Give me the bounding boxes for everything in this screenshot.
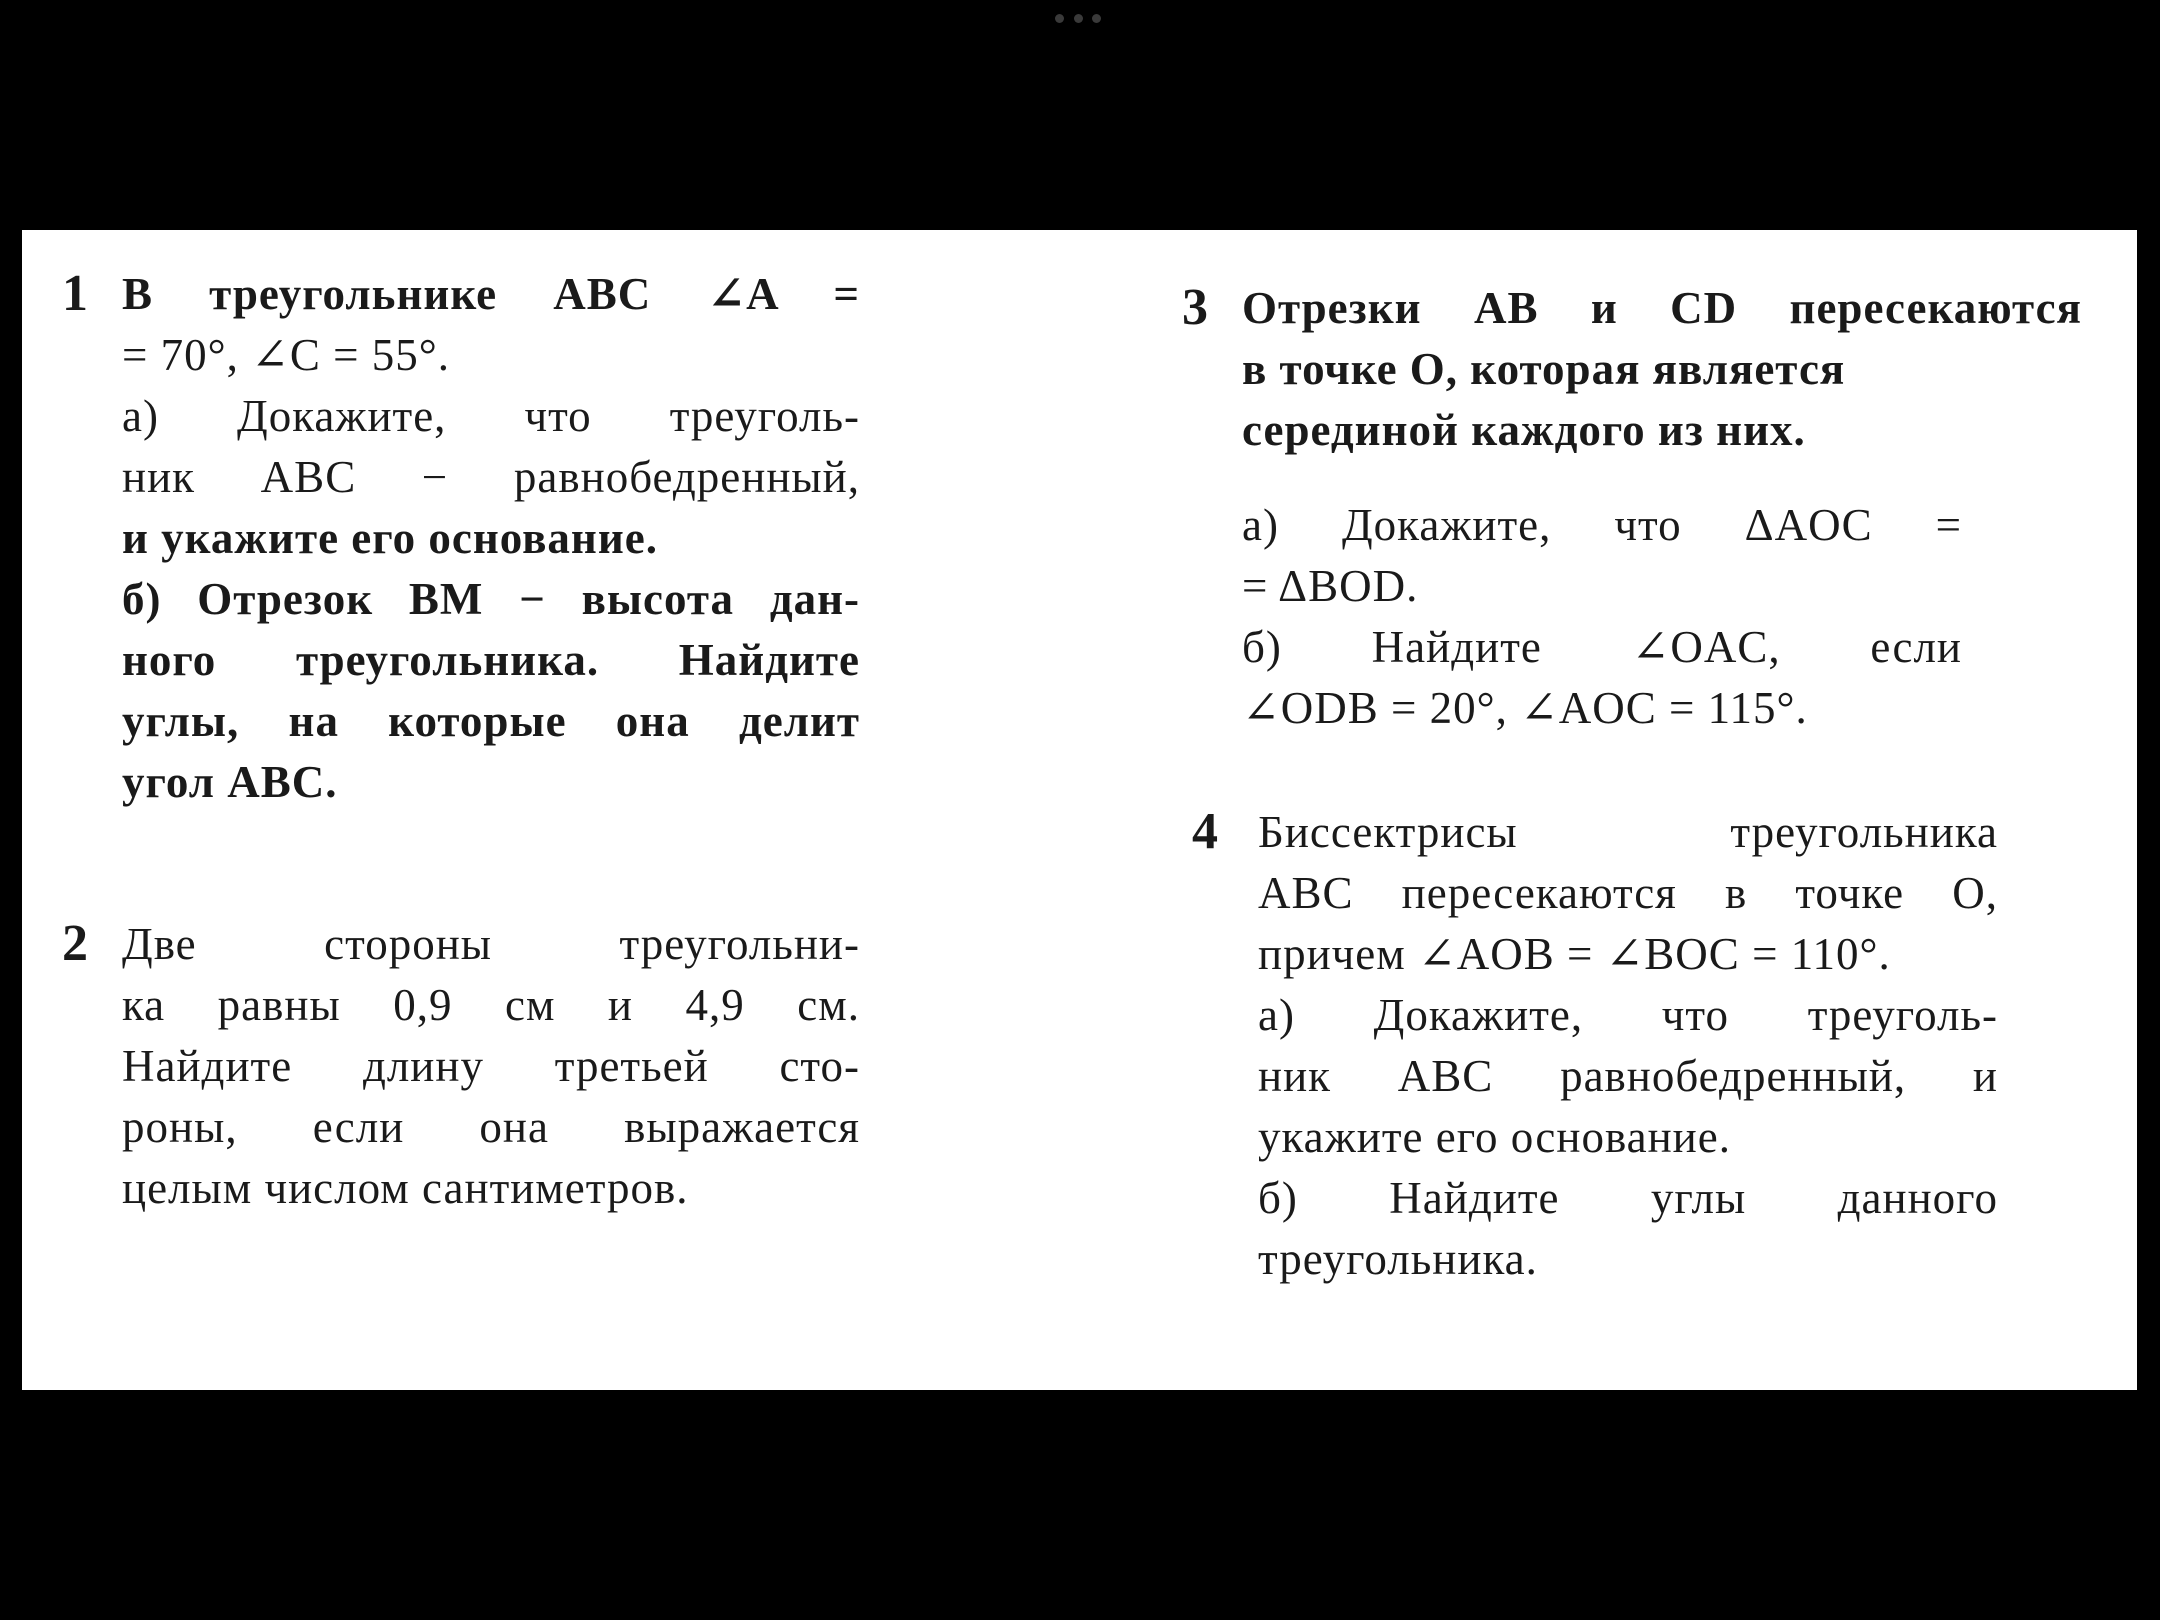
problem-text-line: = 70°, ∠C = 55°. xyxy=(122,330,450,380)
problem-text-line: углы, на которые она делит xyxy=(122,696,860,746)
problem-text-line: а) Докажите, что ΔAOC = xyxy=(1242,500,1962,550)
problem-text-line: = ΔBOD. xyxy=(1242,561,1419,611)
problem-text-line: причем ∠AOB = ∠BOC = 110°. xyxy=(1258,929,1891,979)
problem-text-line: ник ABC равнобедренный, и xyxy=(1258,1051,1998,1101)
problem-text-line: ∠ODB = 20°, ∠AOC = 115°. xyxy=(1242,683,1808,733)
problem-text-line: Биссектрисы треугольника xyxy=(1258,807,1998,857)
problem-text-line: б) Отрезок BM − высота дан- xyxy=(122,574,860,624)
problem-text-line: В треугольнике ABC ∠A = xyxy=(122,269,860,319)
problem-text-line: ка равны 0,9 см и 4,9 см. xyxy=(122,980,860,1030)
problem-text-line: угол ABC. xyxy=(122,757,338,807)
problem-text-line: целым числом сантиметров. xyxy=(122,1163,689,1213)
problem-text-line: Две стороны треугольни- xyxy=(122,919,860,969)
problem-text-line: а) Докажите, что треуголь- xyxy=(1258,990,1998,1040)
problem-text-line: ABC пересекаются в точке O, xyxy=(1258,868,1998,918)
problem-number: 1 xyxy=(62,265,88,322)
problem-text-line: ник ABC − равнобедренный, xyxy=(122,452,860,502)
window-dots-icon xyxy=(1055,12,1101,24)
problem-text-line: и укажите его основание. xyxy=(122,513,659,563)
problem-text-line: в точке O, которая является xyxy=(1242,344,1846,394)
problem-number: 4 xyxy=(1192,803,1218,860)
problem-number: 3 xyxy=(1182,279,1208,336)
problem-text-line: б) Найдите углы данного xyxy=(1258,1173,1998,1223)
problem-number: 2 xyxy=(62,915,88,972)
problem-text-line: Найдите длину третьей сто- xyxy=(122,1041,860,1091)
problem-text-line: а) Докажите, что треуголь- xyxy=(122,391,860,441)
problem-text-line: роны, если она выражается xyxy=(122,1102,860,1152)
worksheet-page xyxy=(22,230,2137,1390)
problem-text-line: б) Найдите ∠OAC, если xyxy=(1242,622,1962,672)
problem-text-line: Отрезки AB и CD пересекаются xyxy=(1242,283,2082,333)
problem-text-line: укажите его основание. xyxy=(1258,1112,1731,1162)
problem-text-line: ного треугольника. Найдите xyxy=(122,635,860,685)
problem-text-line: серединой каждого из них. xyxy=(1242,405,1806,455)
problem-text-line: треугольника. xyxy=(1258,1234,1538,1284)
